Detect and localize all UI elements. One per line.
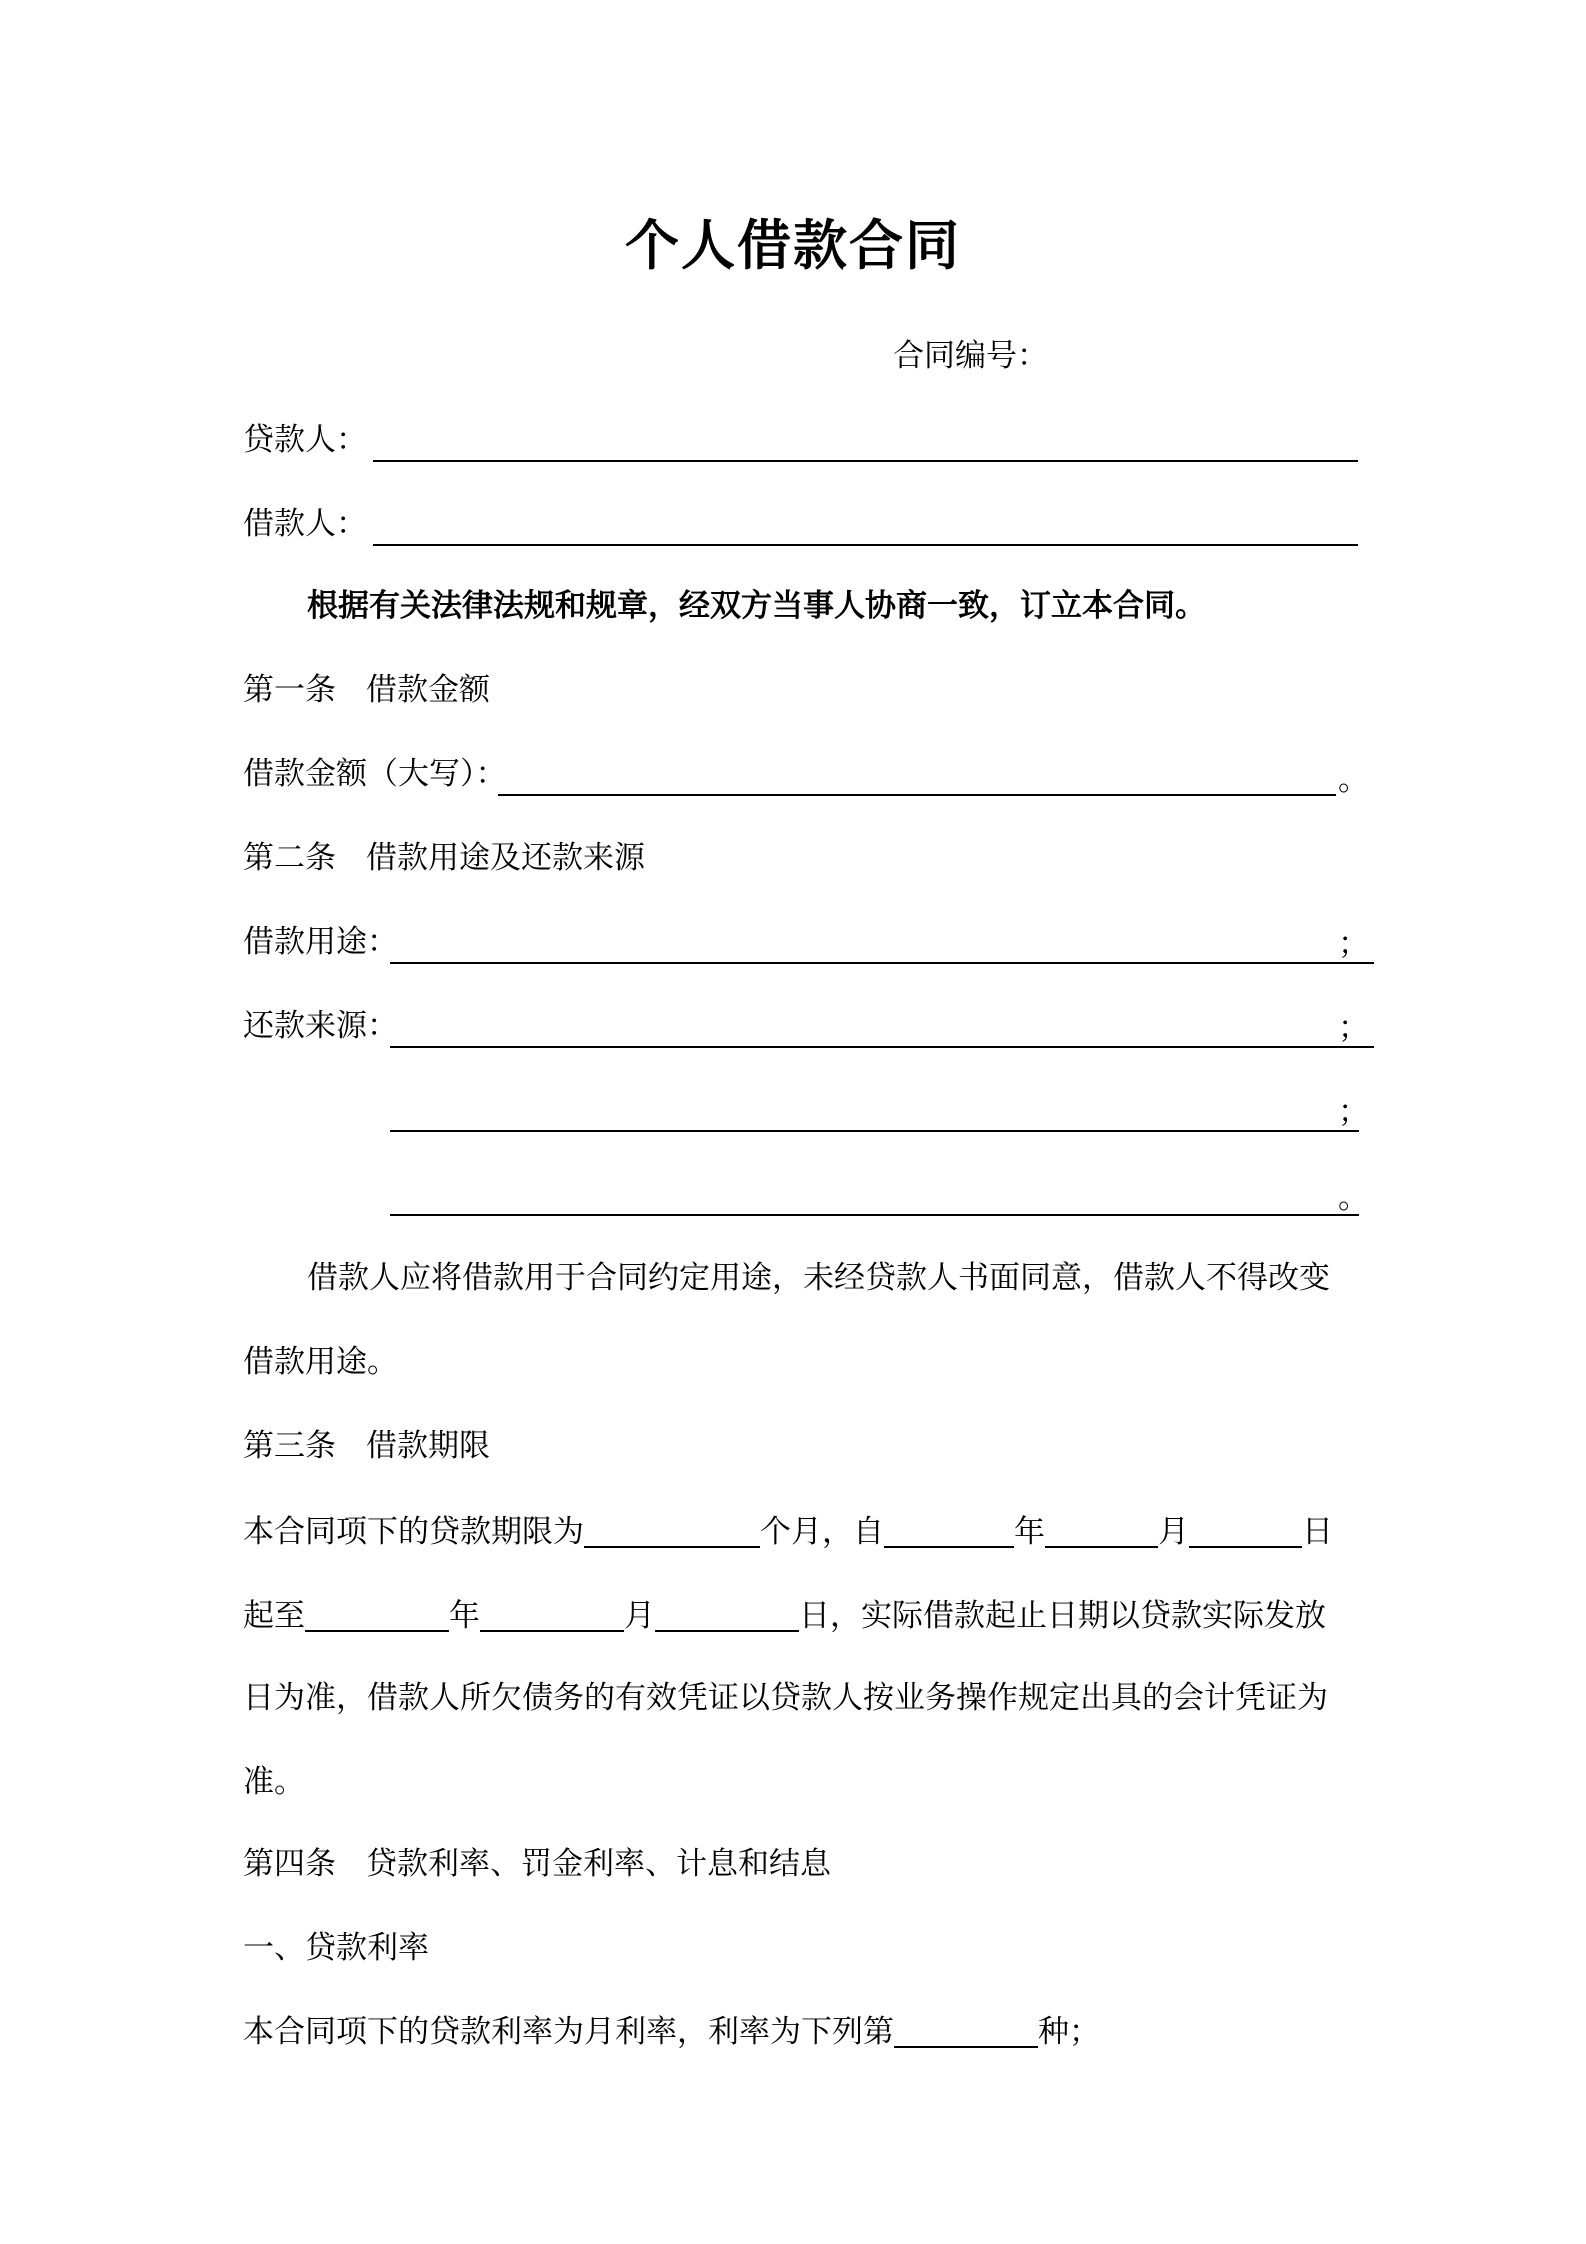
purpose-semicolon: ； <box>1338 926 1369 962</box>
purpose-label: 借款用途： <box>243 924 398 960</box>
start-year-blank[interactable] <box>884 1512 1014 1548</box>
term-line-1: 本合同项下的贷款期限为 个月，自 年 月 日 <box>243 1514 1333 1550</box>
term-line-3: 日为准，借款人所欠债务的有效凭证以贷款人按业务操作规定出具的会计凭证为 <box>243 1680 1328 1716</box>
article-4-heading <box>243 1842 831 1886</box>
term-line-2: 起至 年 月 日，实际借款起止日期以贷款实际发放 <box>243 1598 1326 1634</box>
lender-blank[interactable] <box>373 460 1358 462</box>
end-month-blank[interactable] <box>480 1596 624 1632</box>
article-4-title: 贷款利率、罚金利率、计息和结息 <box>366 1846 831 1882</box>
repayment-source-label: 还款来源： <box>243 1008 398 1044</box>
article-3-number: 第三条 <box>243 1428 336 1464</box>
rate-option-blank[interactable] <box>894 2012 1038 2048</box>
document-title: 个人借款合同 <box>625 214 961 277</box>
article-3-heading <box>243 1424 490 1468</box>
term-line-4: 准。 <box>243 1764 305 1800</box>
repayment-source-blank-2[interactable] <box>390 1130 1359 1132</box>
contract-number-label: 合同编号： <box>893 338 1048 374</box>
repayment-source-semicolon-2: ； <box>1338 1094 1369 1130</box>
loan-amount-label: 借款金额（大写）： <box>243 756 507 792</box>
repayment-source-blank-3[interactable] <box>390 1214 1359 1216</box>
article-3-title: 借款期限 <box>366 1428 490 1464</box>
article-4-number: 第四条 <box>243 1846 336 1882</box>
preamble: 根据有关法律法规和规章，经双方当事人协商一致，订立本合同。 <box>307 588 1206 624</box>
purpose-blank[interactable] <box>390 962 1374 964</box>
article-2-number: 第二条 <box>243 840 336 876</box>
borrower-blank[interactable] <box>373 544 1358 546</box>
repayment-source-period: 。 <box>1338 1180 1369 1216</box>
purpose-note-line-1: 借款人应将借款用于合同约定用途，未经贷款人书面同意，借款人不得改变 <box>307 1260 1330 1296</box>
lender-label: 贷款人： <box>243 422 367 458</box>
article-1-title: 借款金额 <box>366 672 490 708</box>
loan-rate-subheading: 一、贷款利率 <box>243 1930 429 1966</box>
end-year-blank[interactable] <box>305 1596 449 1632</box>
borrower-label: 借款人： <box>243 506 367 542</box>
article-2-heading <box>243 836 645 880</box>
start-day-blank[interactable] <box>1189 1512 1302 1548</box>
rate-line: 本合同项下的贷款利率为月利率，利率为下列第 种； <box>243 2014 1100 2050</box>
repayment-source-blank-1[interactable] <box>390 1046 1374 1048</box>
repayment-source-semicolon-1: ； <box>1338 1010 1369 1046</box>
loan-amount-blank[interactable] <box>498 794 1336 796</box>
start-month-blank[interactable] <box>1045 1512 1158 1548</box>
term-months-blank[interactable] <box>584 1512 760 1548</box>
article-1-number: 第一条 <box>243 672 336 708</box>
article-1-heading <box>243 668 490 712</box>
end-day-blank[interactable] <box>655 1596 799 1632</box>
purpose-note-line-2: 借款用途。 <box>243 1344 398 1380</box>
article-2-title: 借款用途及还款来源 <box>366 840 645 876</box>
loan-amount-end: 。 <box>1338 762 1369 798</box>
